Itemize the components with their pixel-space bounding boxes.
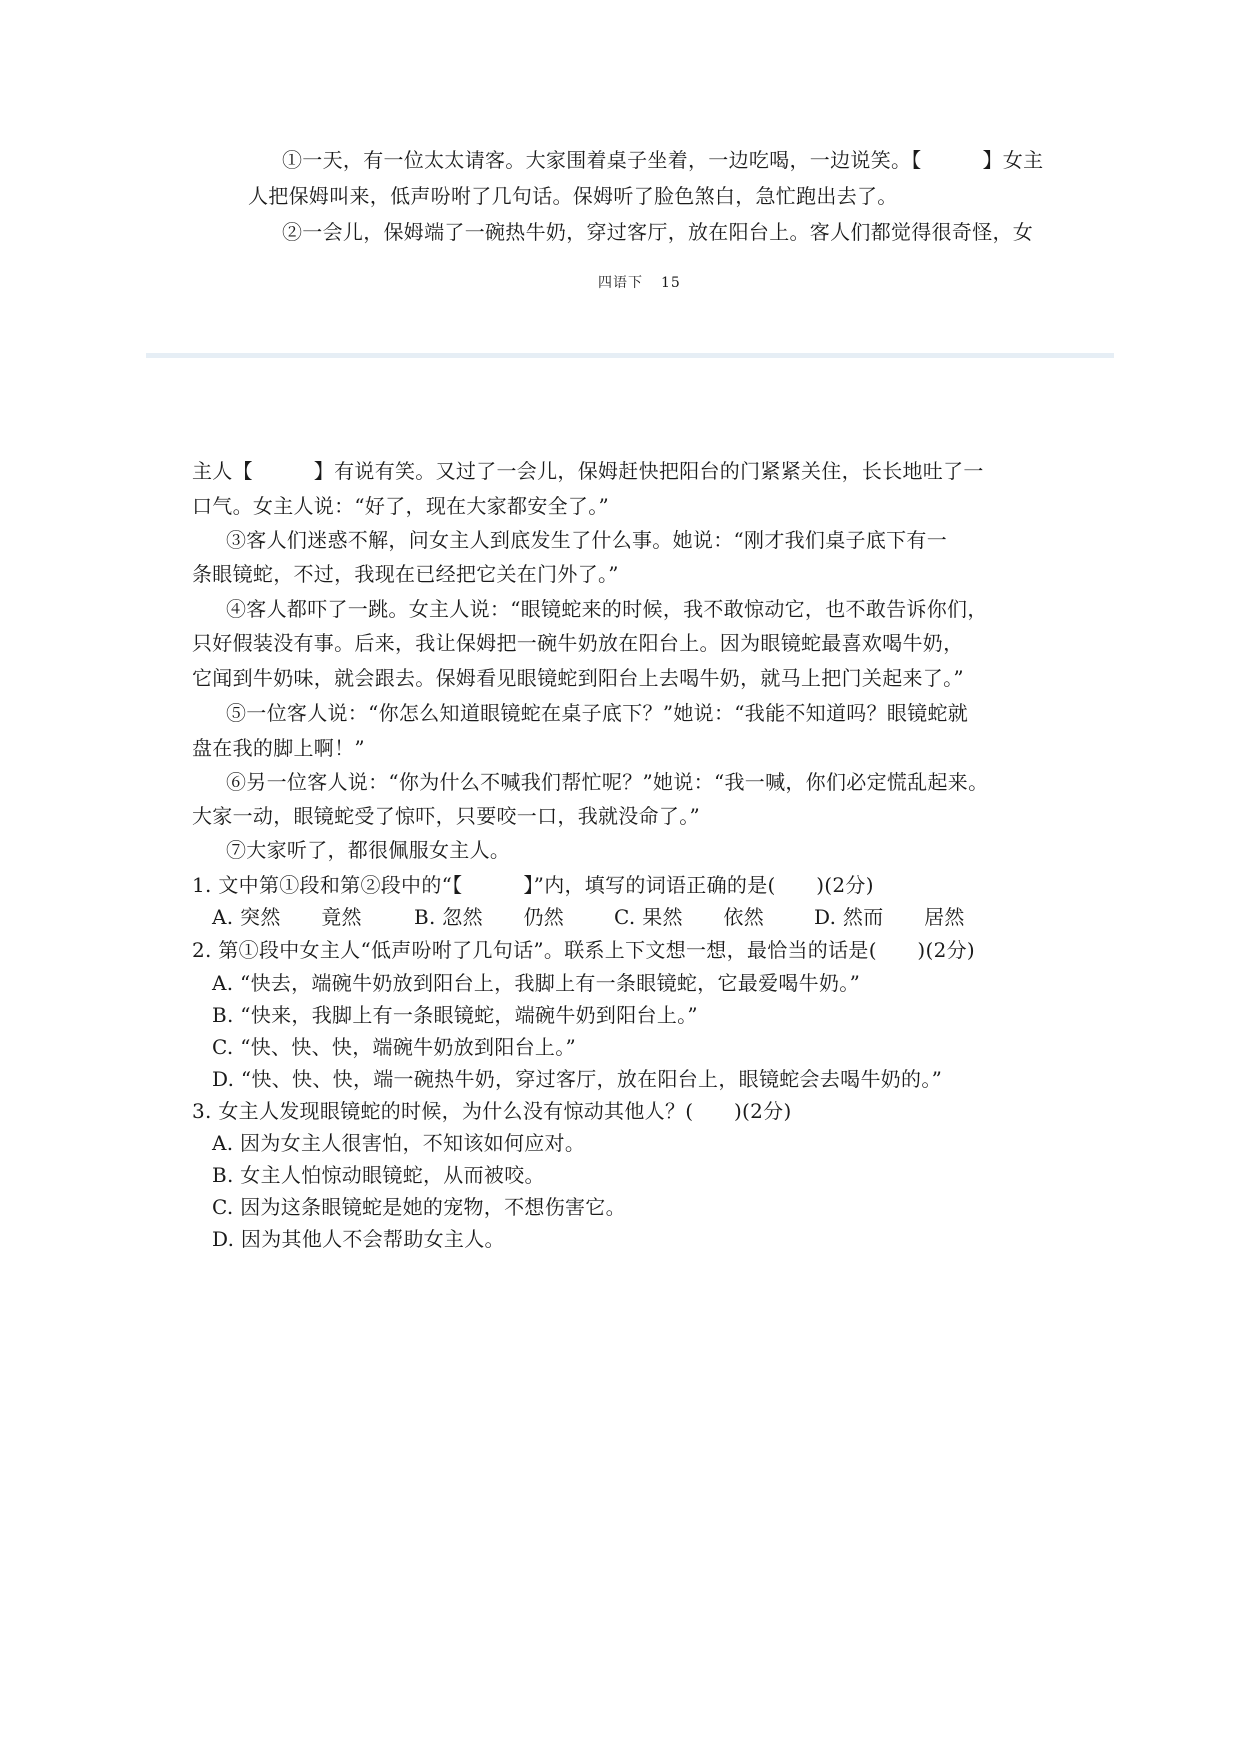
question-3-stem: 3. 女主人发现眼镜蛇的时候，为什么没有惊动其他人？( )(2分) (192, 1099, 792, 1123)
question-2-option-c: C. “快、快、快，端碗牛奶放到阳台上。” (212, 1035, 577, 1059)
question-1-option-a: A. 突然 竟然 (212, 905, 362, 929)
question-1-stem: 1. 文中第①段和第②段中的“【 】”内，填写的词语正确的是( )(2分) (192, 873, 874, 897)
passage-line: 条眼镜蛇，不过，我现在已经把它关在门外了。” (192, 562, 619, 586)
top-page-fragment (0, 0, 1240, 350)
question-1-option-d: D. 然而 居然 (814, 905, 965, 929)
page-footer (598, 272, 681, 292)
question-2-option-b: B. “快来，我脚上有一条眼镜蛇，端碗牛奶到阳台上。” (212, 1003, 698, 1027)
passage-line: 它闻到牛奶味，就会跟去。保姆看见眼镜蛇到阳台上去喝牛奶，就马上把门关起来了。” (192, 666, 964, 690)
question-1-options (212, 904, 965, 930)
question-1-option-c: C. 果然 依然 (614, 905, 765, 929)
question-3-option-a: A. 因为女主人很害怕，不知该如何应对。 (212, 1131, 586, 1155)
question-2-option-d: D. “快、快、快，端一碗热牛奶，穿过客厅，放在阳台上，眼镜蛇会去喝牛奶的。” (212, 1067, 943, 1091)
passage-line: 盘在我的脚上啊！” (192, 736, 365, 760)
passage-line: 大家一动，眼镜蛇受了惊吓，只要咬一口，我就没命了。” (192, 804, 701, 828)
passage-line: 人把保姆叫来，低声吩咐了几句话。保姆听了脸色煞白，急忙跑出去了。 (248, 184, 898, 208)
bottom-page (0, 360, 1240, 1754)
question-3-option-b: B. 女主人怕惊动眼镜蛇，从而被咬。 (212, 1163, 545, 1187)
page-divider (146, 353, 1114, 358)
passage-line: ⑤一位客人说：“你怎么知道眼镜蛇在桌子底下？”她说：“我能不知道吗？眼镜蛇就 (226, 701, 969, 725)
passage-line: 主人【 】有说有笑。又过了一会儿，保姆赶快把阳台的门紧紧关住，长长地吐了一 (192, 459, 984, 483)
passage-line: 口气。女主人说：“好了，现在大家都安全了。” (192, 494, 610, 518)
passage-line: ②一会儿，保姆端了一碗热牛奶，穿过客厅，放在阳台上。客人们都觉得很奇怪，女 (282, 220, 1034, 244)
question-3-option-c: C. 因为这条眼镜蛇是她的宠物，不想伤害它。 (212, 1195, 626, 1219)
passage-line: ①一天，有一位太太请客。大家围着桌子坐着，一边吃喝，一边说笑。【 】女主 (282, 148, 1044, 172)
question-2-option-a: A. “快去，端碗牛奶放到阳台上，我脚上有一条眼镜蛇，它最爱喝牛奶。” (212, 971, 861, 995)
passage-line: ④客人都吓了一跳。女主人说：“眼镜蛇来的时候，我不敢惊动它，也不敢告诉你们， (226, 597, 988, 621)
passage-line: ⑥另一位客人说：“你为什么不喊我们帮忙呢？”她说：“我一喊，你们必定慌乱起来。 (226, 770, 989, 794)
passage-line: ③客人们迷惑不解，问女主人到底发生了什么事。她说：“刚才我们桌子底下有一 (226, 528, 948, 552)
footer-page-number: 15 (661, 275, 681, 291)
question-3-option-d: D. 因为其他人不会帮助女主人。 (212, 1227, 505, 1251)
question-1-option-b: B. 忽然 仍然 (414, 905, 565, 929)
footer-subject: 四语下 (598, 275, 643, 291)
passage-line: 只好假装没有事。后来，我让保姆把一碗牛奶放在阳台上。因为眼镜蛇最喜欢喝牛奶， (192, 631, 964, 655)
question-2-stem: 2. 第①段中女主人“低声吩咐了几句话”。联系上下文想一想，最恰当的话是( )(2分) (192, 938, 976, 962)
passage-line: ⑦大家听了，都很佩服女主人。 (226, 838, 511, 862)
